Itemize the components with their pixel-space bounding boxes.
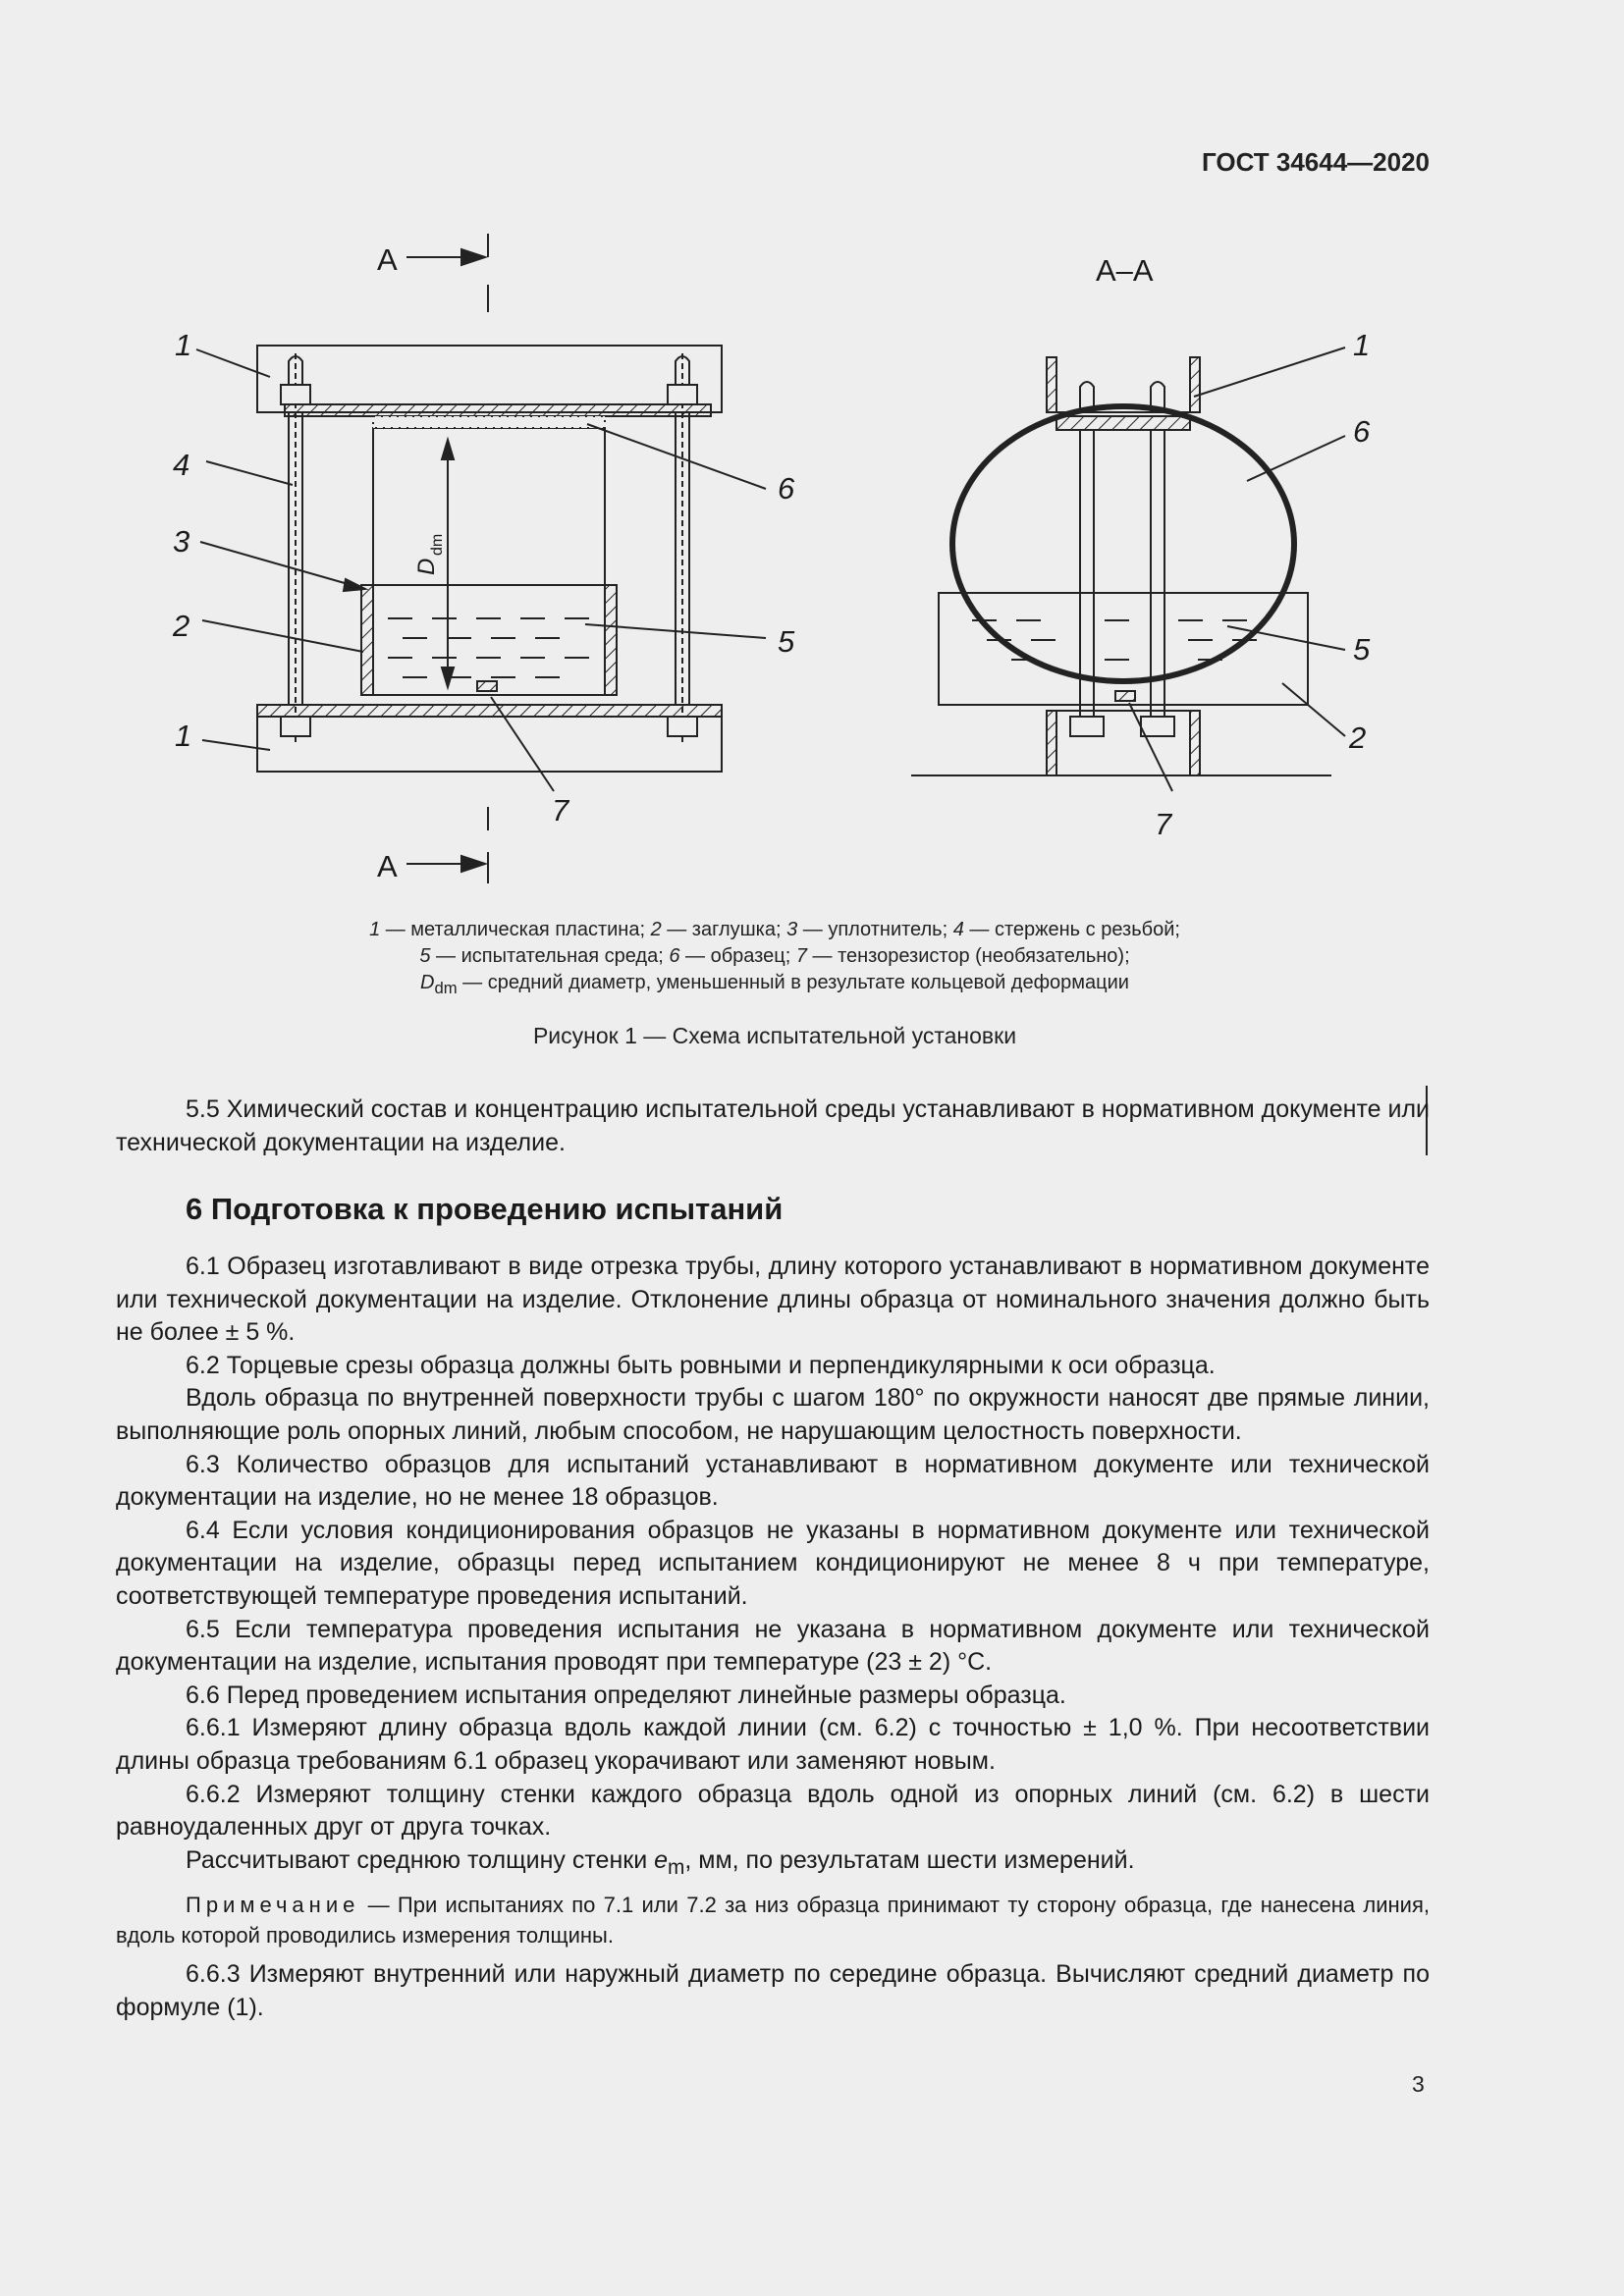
label-4: 4: [173, 448, 190, 482]
section-mark-bottom: А: [377, 849, 398, 883]
paragraph: 6.6.1 Измеряют длину образца вдоль каждой линии (см. 6.2) с точностью ± 1,0 %. При несоответствии длины образца требованиям 6.1 образец укорачивают или заменяют новым.: [116, 1714, 1430, 1775]
section-title: А–А: [1096, 253, 1154, 288]
label-1-bottom: 1: [175, 719, 192, 753]
section-view: [911, 347, 1345, 791]
paragraph-5-5: 5.5 Химический состав и концентрацию испытательной среды устанавливают в нормативном документе или технической документации на изделие.: [116, 1095, 1430, 1156]
paragraph: 6.5 Если температура проведения испытания не указана в нормативном документе или технической документации на изделие, испытания проводят при температуре (23 ± 2) °С.: [116, 1615, 1430, 1677]
paragraph: 6.2 Торцевые срезы образца должны быть ровными и перпендикулярными к оси образца.: [186, 1351, 1216, 1379]
sec-label-6: 6: [1353, 414, 1371, 449]
paragraph-em: Рассчитывают среднюю толщину стенки $e_m$, мм, по результатам шести измерений.: [186, 1845, 1135, 1879]
dim-symbol: D: [413, 558, 440, 575]
note: Примечание — При испытаниях по 7.1 или 7.2 за низ образца принимают ту сторону образца, где нанесена линия, вдоль которой проводились измерения толщины.: [116, 1893, 1430, 1949]
paragraph: 6.1 Образец изготавливают в виде отрезка трубы, длину которого устанавливают в нормативном документе или технической документации на изделие. Отклонение длины образца от номинального значения должно быть не более ± 5 %.: [116, 1253, 1430, 1347]
legend-line-3: $D_{dm}$ — средний диаметр, уменьшенный в результате кольцевой деформации: [420, 972, 1129, 997]
sec-label-2: 2: [1349, 721, 1367, 755]
test-setup-diagram: [0, 0, 1624, 883]
paragraph: Вдоль образца по внутренней поверхности трубы с шагом 180° по окружности наносят две прямые линии, выполняющие роль опорных линий, любым способом, не нарушающим целостность поверхности.: [116, 1384, 1430, 1445]
section-6-body: [116, 1251, 1430, 2024]
paragraph: 6.6.3 Измеряют внутренний или наружный диаметр по середине образца. Вычисляют средний диаметр по формуле (1).: [116, 1960, 1430, 2021]
label-3: 3: [173, 524, 190, 559]
legend-line-2: 5 — испытательная среда; 6 — образец; 7 — тензорезистор (необязательно);: [419, 945, 1130, 967]
label-7: 7: [552, 793, 569, 828]
label-1-top: 1: [175, 328, 192, 362]
sec-label-1: 1: [1353, 328, 1371, 362]
dim-subscript: dm: [429, 533, 446, 556]
paragraph: 6.6 Перед проведением испытания определяют линейные размеры образца.: [186, 1681, 1066, 1709]
section-view-labels: [1096, 253, 1371, 841]
figure-caption: Рисунок 1 — Схема испытательной установки: [532, 1023, 1017, 1048]
sec-label-7: 7: [1155, 807, 1172, 841]
section-mark-top: А: [377, 242, 398, 277]
sec-label-5: 5: [1353, 632, 1371, 667]
paragraph: 6.3 Количество образцов для испытаний устанавливают в нормативном документе или технической документации на изделие, но не менее 18 образцов.: [116, 1450, 1430, 1512]
paragraph: 6.6.2 Измеряют толщину стенки каждого образца вдоль одной из опорных линий (см. 6.2) в шести равноудаленных друг от друга точках.: [116, 1780, 1430, 1842]
section-6-heading: 6 Подготовка к проведению испытаний: [186, 1192, 784, 1226]
paragraph: 6.4 Если условия кондиционирования образцов не указаны в нормативном документе или технической документации на изделие, образцы перед испытанием кондиционируют не менее 8 ч при температуре, соответствующей температуре проведения испытаний.: [116, 1516, 1430, 1610]
doc-header: ГОСТ 34644—2020: [1202, 147, 1430, 177]
label-6: 6: [778, 471, 795, 506]
label-2: 2: [173, 609, 190, 643]
front-view: [196, 234, 766, 883]
front-view-labels: [172, 242, 795, 883]
label-5: 5: [778, 624, 795, 659]
legend-line-1: 1 — металлическая пластина; 2 — заглушка; 3 — уплотнитель; 4 — стержень с резьбой;: [369, 919, 1180, 940]
page-number: 3: [1412, 2071, 1425, 2097]
figure-legend: [0, 917, 1549, 1001]
